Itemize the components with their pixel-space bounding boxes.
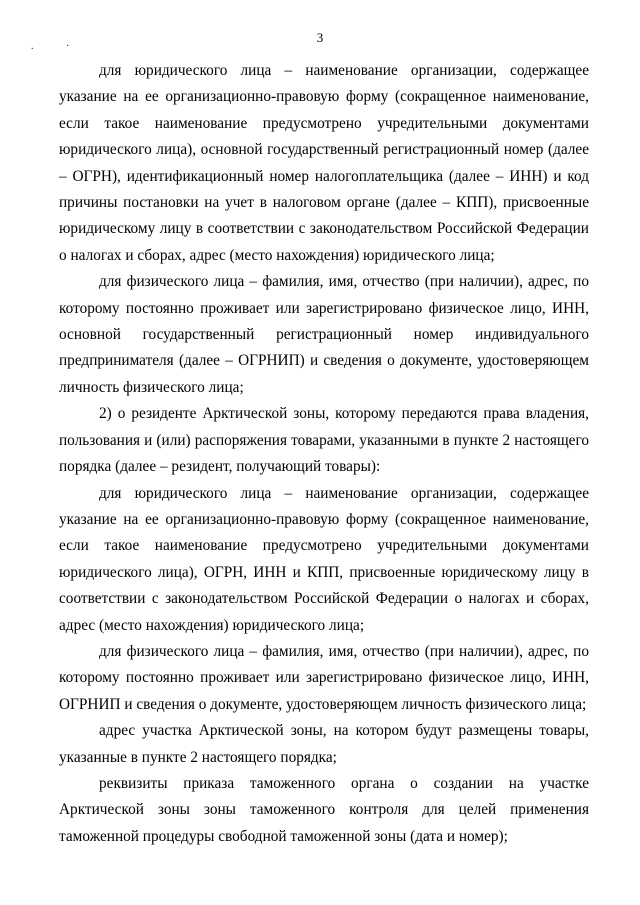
scan-mark: ·	[66, 41, 70, 52]
scan-mark: .	[31, 41, 34, 52]
paragraph-legal-entity-resident: для юридического лица – наименование организации, содержащее указание на ее организационно-правовую форму (сокращенное наименование, если такое наименование предусмотрено учредительными документами юридического лица), ОГРН, ИНН и КПП, присвоенные юридическому лицу в соответствии с законодательством Российской Федерации о налогах и сборах, адрес (место нахождения) юридического лица;	[59, 484, 589, 634]
paragraph-site-address: адрес участка Арктической зоны, на котором будут размещены товары, указанные в пункте 2 настоящего порядка;	[59, 722, 589, 766]
paragraph-individual-resident: для физического лица – фамилия, имя, отчество (при наличии), адрес, по которому постоянно проживает или зарегистрировано физическое лицо, ИНН, ОГРНИП и сведения о документе, удостоверяющем личность физического лица;	[59, 642, 589, 713]
document-body	[59, 58, 589, 850]
paragraph-individual-sender: для физического лица – фамилия, имя, отчество (при наличии), адрес, по которому постоянно проживает или зарегистрировано физическое лицо, ИНН, основной государственный регистрационный номер индивидуального предпринимателя (далее – ОГРНИП) и сведения о документе, удостоверяющем личность физического лица;	[59, 273, 589, 396]
paragraph-legal-entity-sender: для юридического лица – наименование организации, содержащее указание на ее организационно-правовую форму (сокращенное наименование, если такое наименование предусмотрено учредительными документами юридического лица), основной государственный регистрационный номер (далее – ОГРН), идентификационный номер налогоплательщика (далее – ИНН) и код причины постановки на учет в налоговом органе (далее – КПП), присвоенные юридическому лицу в соответствии с законодательством Российской Федерации о налогах и сборах, адрес (место нахождения) юридического лица;	[59, 62, 589, 264]
page-number: 3	[316, 30, 324, 45]
paragraph-customs-order-details: реквизиты приказа таможенного органа о создании на участке Арктической зоны зоны таможенного контроля для целей применения таможенной процедуры свободной таможенной зоны (дата и номер);	[59, 774, 589, 845]
paragraph-resident-receiving-goods: 2) о резиденте Арктической зоны, которому передаются права владения, пользования и (или) распоряжения товарами, указанными в пункте 2 настоящего порядка (далее – резидент, получающий товары):	[59, 405, 589, 476]
